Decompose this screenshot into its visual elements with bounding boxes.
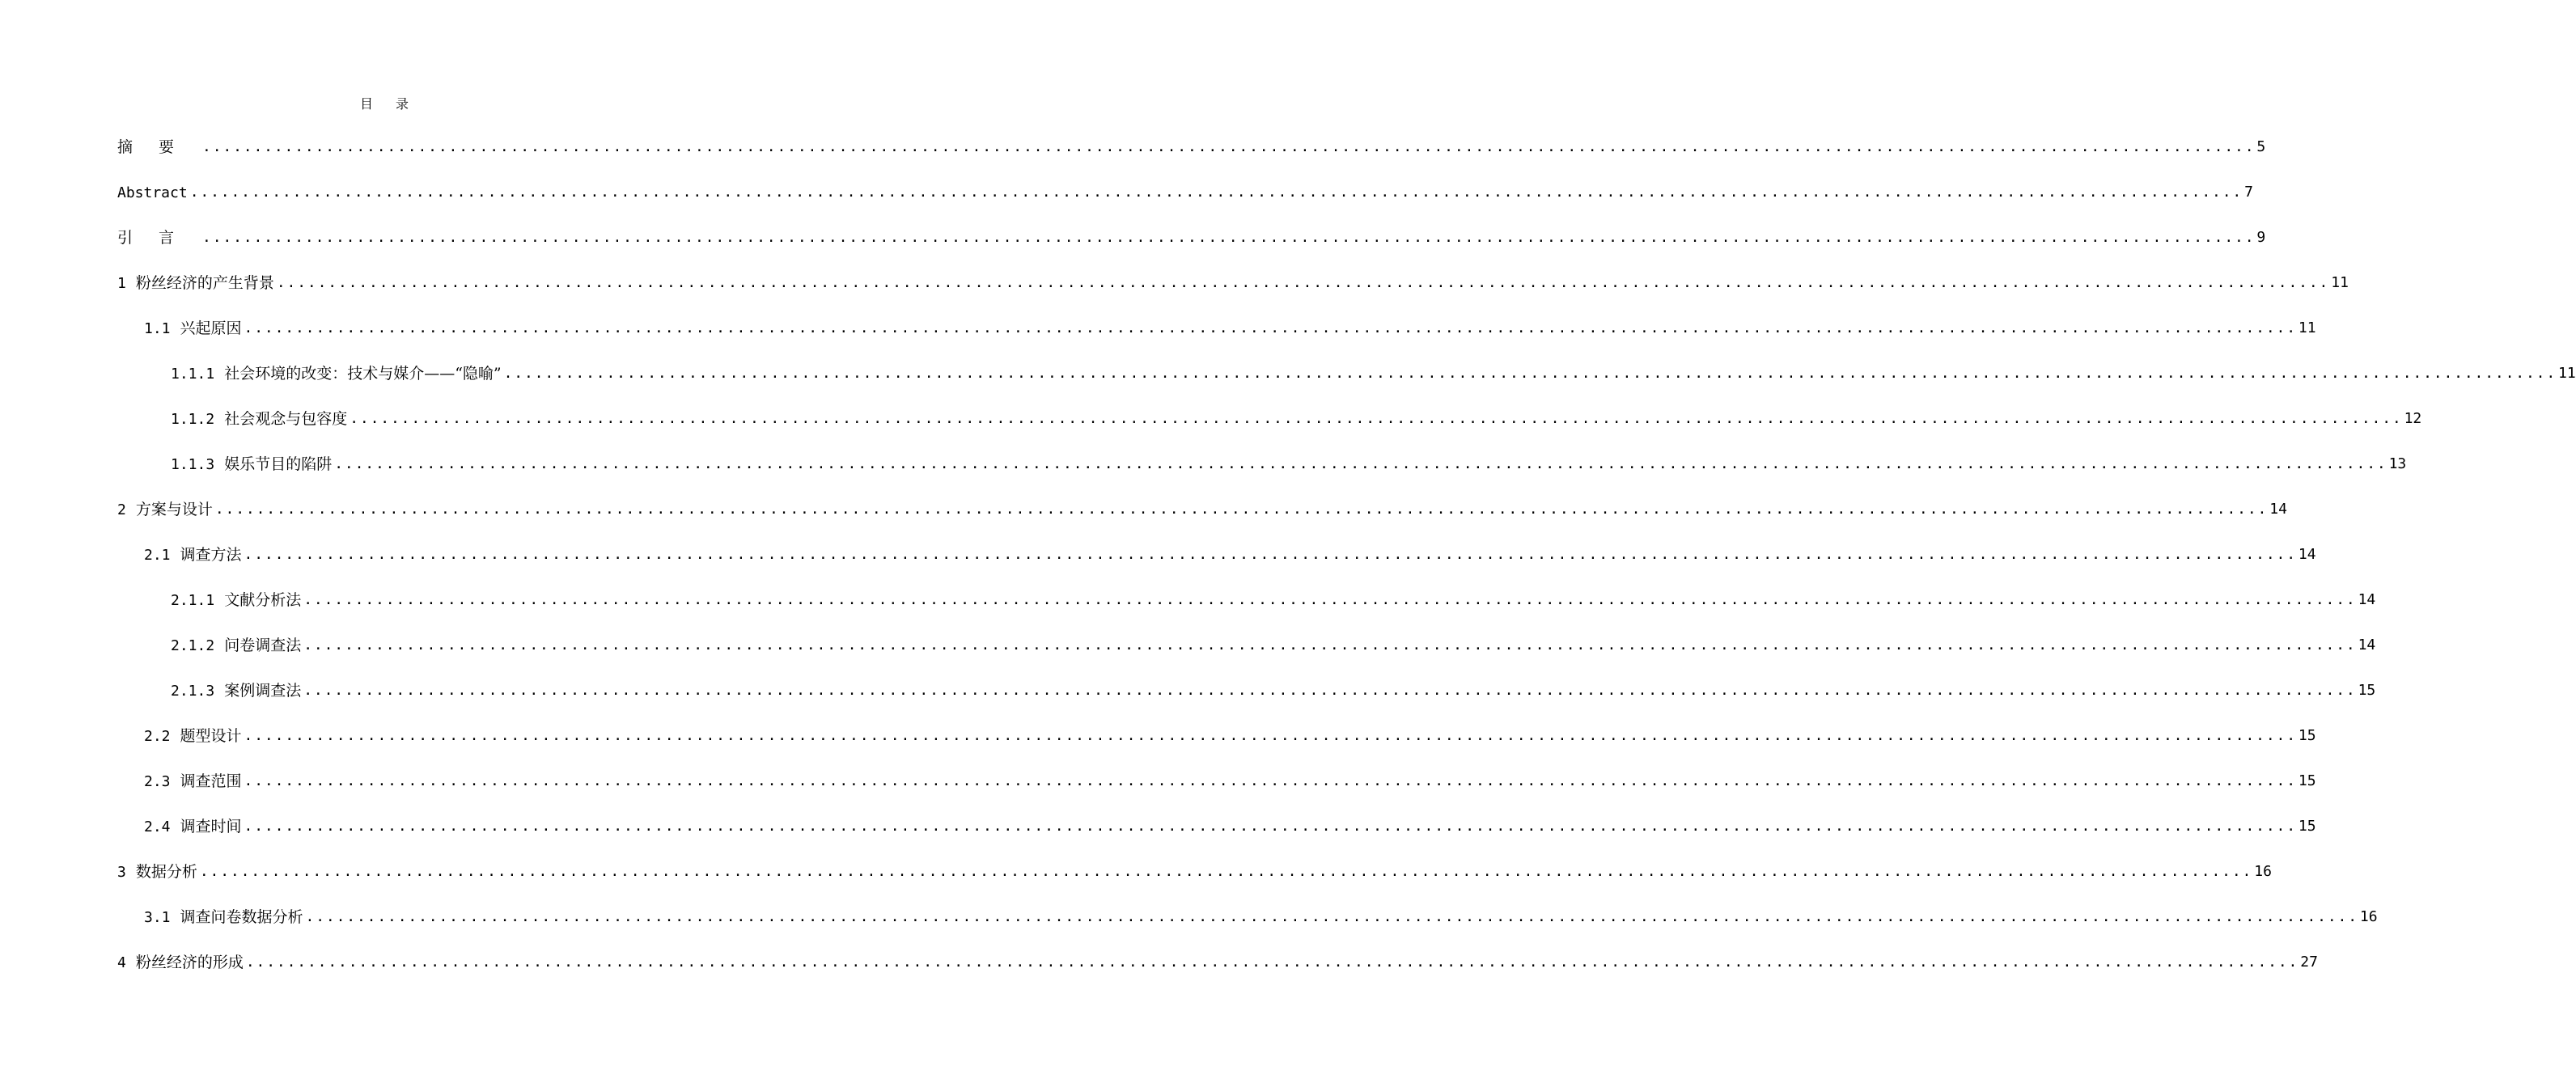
toc-entry-number: 2.1.3: [171, 682, 215, 700]
toc-entry-1-1[interactable]: [0, 306, 2316, 351]
toc-leader-dots: ........................................................................................................................................................................................................: [214, 501, 2269, 518]
toc-leader-dots: ........................................................................................................................................................................................................: [244, 546, 2297, 563]
toc-entry-title: 社会环境的改变：技术与媒介——“隐喻”: [224, 364, 502, 383]
toc-entry-title: 调查时间: [180, 817, 242, 835]
toc-entry-2-1-3[interactable]: [0, 668, 2376, 713]
toc-entry-abstract-cn[interactable]: [0, 125, 2266, 170]
toc-page-number: 11: [2298, 319, 2316, 336]
toc-entry-title: 问卷调查法: [224, 636, 302, 654]
toc-entry-2-1-2[interactable]: [0, 623, 2376, 668]
toc-entry-number: 2.1: [144, 546, 171, 564]
toc-entry-abstract-en[interactable]: [0, 170, 2253, 215]
toc-entry-number: 4: [117, 954, 126, 971]
toc-page-number: 11: [2558, 365, 2576, 382]
toc-page-number: 15: [2358, 682, 2376, 699]
table-of-contents: [0, 125, 2576, 985]
toc-leader-dots: ........................................................................................................................................................................................................: [244, 727, 2297, 744]
toc-entry-title: 调查范围: [180, 772, 242, 790]
toc-entry-title: 案例调查法: [224, 681, 302, 700]
toc-page-number: 14: [2358, 591, 2376, 608]
toc-entry-number: 2: [117, 501, 126, 518]
toc-entry-4[interactable]: [0, 940, 2318, 985]
toc-entry-title: Abstract: [117, 184, 188, 201]
toc-entry-title: 娱乐节目的陷阱: [224, 455, 333, 473]
toc-entry-2-1-1[interactable]: [0, 577, 2376, 623]
toc-leader-dots: ........................................................................................................................................................................................................: [199, 863, 2253, 880]
toc-entry-number: 1.1.1: [171, 365, 215, 383]
toc-entry-1-1-2[interactable]: [0, 396, 2422, 442]
toc-entry-1[interactable]: [0, 260, 2349, 306]
toc-leader-dots: ........................................................................................................................................................................................................: [244, 319, 2297, 336]
toc-page-number: 9: [2256, 229, 2266, 246]
toc-entry-title: 摘要: [117, 138, 201, 156]
toc-leader-dots: ........................................................................................................................................................................................................: [334, 455, 2387, 472]
toc-entry-number: 2.2: [144, 727, 171, 745]
toc-entry-title: 题型设计: [180, 726, 242, 745]
toc-leader-dots: ........................................................................................................................................................................................................: [305, 908, 2358, 925]
toc-entry-title: 粉丝经济的形成: [135, 953, 244, 971]
toc-page-number: 14: [2298, 546, 2316, 563]
toc-page-number: 12: [2404, 410, 2422, 427]
toc-entry-title: 文献分析法: [224, 590, 302, 609]
toc-page-number: 13: [2388, 455, 2407, 472]
toc-entry-number: 1.1.2: [171, 410, 215, 428]
toc-leader-dots: ........................................................................................................................................................................................................: [244, 818, 2297, 835]
toc-entry-number: 2.1.2: [171, 637, 215, 654]
toc-entry-title: 粉丝经济的产生背景: [135, 273, 274, 292]
toc-leader-dots: ........................................................................................................................................................................................................: [202, 138, 2256, 155]
toc-entry-2-3[interactable]: [0, 759, 2316, 804]
toc-leader-dots: ........................................................................................................................................................................................................: [189, 184, 2243, 201]
toc-leader-dots: ........................................................................................................................................................................................................: [303, 591, 2357, 608]
toc-entry-number: 1.1.3: [171, 455, 215, 473]
toc-page-number: 15: [2298, 818, 2316, 835]
toc-page-number: 16: [2359, 908, 2378, 925]
toc-leader-dots: ........................................................................................................................................................................................................: [350, 410, 2403, 427]
toc-leader-dots: ........................................................................................................................................................................................................: [202, 229, 2256, 246]
toc-entry-3[interactable]: [0, 849, 2272, 895]
toc-entry-title: 数据分析: [135, 862, 197, 881]
toc-page-number: 27: [2300, 954, 2318, 971]
toc-page-number: 14: [2358, 637, 2376, 653]
toc-entry-number: 1.1: [144, 319, 171, 337]
toc-entry-title: 兴起原因: [180, 319, 242, 337]
toc-entry-title: 引言: [117, 229, 201, 247]
toc-entry-2[interactable]: [0, 487, 2287, 532]
toc-page-number: 7: [2244, 184, 2253, 201]
toc-page-number: 15: [2298, 772, 2316, 789]
toc-entry-introduction[interactable]: [0, 215, 2266, 260]
toc-page-number: 14: [2269, 501, 2287, 518]
toc-page-number: 5: [2256, 138, 2266, 155]
toc-entry-2-4[interactable]: [0, 804, 2316, 849]
toc-entry-1-1-3[interactable]: [0, 442, 2407, 487]
toc-leader-dots: ........................................................................................................................................................................................................: [303, 682, 2357, 699]
toc-entry-title: 社会观念与包容度: [224, 409, 348, 428]
toc-entry-2-2[interactable]: [0, 713, 2316, 759]
toc-entry-3-1[interactable]: [0, 895, 2378, 940]
toc-entry-number: 2.1.1: [171, 591, 215, 609]
toc-entry-title: 调查方法: [180, 545, 242, 564]
toc-entry-number: 1: [117, 274, 126, 292]
toc-page-number: 15: [2298, 727, 2316, 744]
toc-entry-title: 调查问卷数据分析: [180, 907, 303, 926]
toc-title-left: 目: [359, 96, 373, 112]
toc-entry-number: 3.1: [144, 908, 171, 926]
toc-leader-dots: ........................................................................................................................................................................................................: [303, 637, 2357, 653]
toc-leader-dots: ........................................................................................................................................................................................................: [503, 365, 2557, 382]
toc-entry-title: 方案与设计: [135, 500, 213, 518]
toc-entry-number: 2.4: [144, 818, 171, 835]
toc-leader-dots: ........................................................................................................................................................................................................: [244, 772, 2297, 789]
toc-entry-number: 3: [117, 863, 126, 881]
toc-title-right: 录: [396, 96, 409, 112]
toc-entry-number: 2.3: [144, 772, 171, 790]
toc-leader-dots: ........................................................................................................................................................................................................: [245, 954, 2299, 971]
toc-entry-1-1-1[interactable]: [0, 351, 2576, 396]
toc-entry-2-1[interactable]: [0, 532, 2316, 577]
toc-page-number: 11: [2331, 274, 2349, 291]
toc-leader-dots: ........................................................................................................................................................................................................: [276, 274, 2330, 291]
toc-page-number: 16: [2254, 863, 2272, 880]
toc-title: [0, 94, 769, 112]
